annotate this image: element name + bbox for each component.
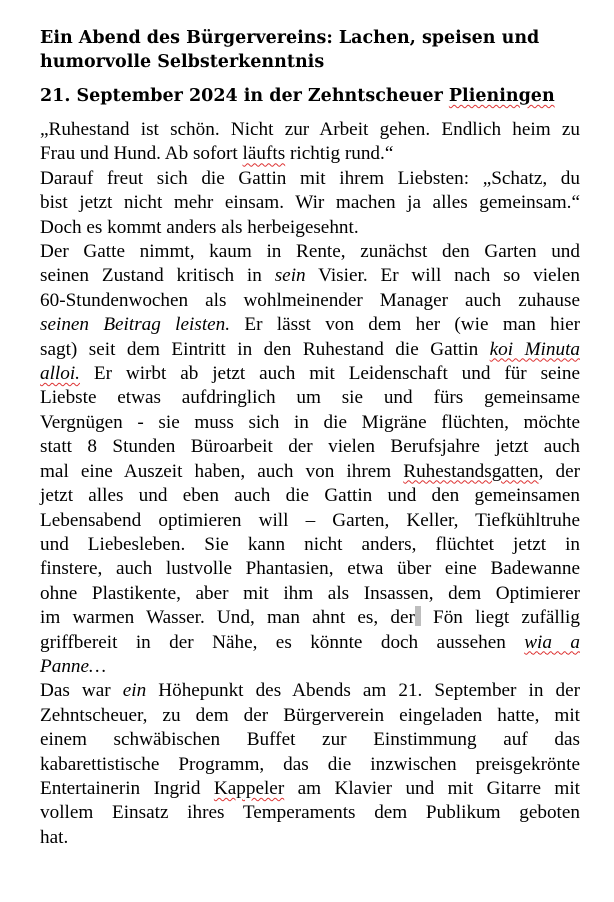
body-line: 60-Stundenwochen als wohlmeinender Manager auch zuhause (40, 289, 580, 311)
body-line: alloi. Er wirbt ab jetzt auch mit Leidenschaft und für seine (40, 363, 580, 385)
body-line: sagt) seit dem Eintritt in den Ruhestand die Gattin koi Minuta (40, 338, 580, 360)
body-line: Liebste etwas aufdringlich um sie und fürs gemeinsame (40, 387, 580, 409)
italic-word: sein (274, 265, 306, 287)
title-line-2: humorvolle Selbsterkenntnis (40, 52, 325, 72)
body-line: finstere, auch lustvolle Phantasien, etwa über eine Badewanne (40, 558, 580, 580)
body-line: seinen Zustand kritisch in sein Visier. Er will nach so vielen (40, 265, 580, 287)
body-line: im warmen Wasser. Und, man ahnt es, der Fön liegt zufällig (40, 607, 580, 629)
body-line: einem schwäbischen Buffet zur Einstimmung auf das (40, 729, 580, 751)
title-line-1: Ein Abend des Bürgervereins: Lachen, speisen und (40, 28, 540, 48)
body-line: jetzt alles und eben auch die Gattin und den gemeinsamen (40, 485, 580, 507)
body-line: Der Gatte nimmt, kaum in Rente, zunächst den Garten und (40, 241, 580, 263)
article-body (40, 118, 580, 850)
body-line: Zehntscheuer, zu dem der Bürgerverein eingeladen hatte, mit (40, 704, 580, 726)
italic-phrase: seinen Beitrag leisten. (40, 314, 231, 336)
body-line: Doch es kommt anders als herbeigesehnt. (40, 216, 359, 238)
body-line: ohne Plastikente, aber mit ihm als Insassen, dem Optimierer (40, 582, 580, 604)
body-line: griffbereit in der Nähe, es könnte doch aussehen wia a (40, 631, 580, 653)
dialect-phrase: koi Minuta (489, 338, 580, 360)
town-name-spellcheck: Plieningen (448, 86, 555, 106)
body-line: mal eine Auszeit haben, auch von ihrem Ruhestandsgatten, der (40, 460, 581, 482)
italic-word: ein (122, 680, 147, 702)
spellcheck-word: Ruhestandsgatten (403, 460, 539, 482)
body-line: Frau und Hund. Ab sofort läufts richtig rund.“ (40, 143, 394, 165)
date-place-text: 21. September 2024 in der Zehntscheuer (40, 86, 449, 106)
body-line: Vergnügen - sie muss sich in die Migräne flüchten, möchte (40, 411, 580, 433)
body-line: Darauf freut sich die Gattin mit ihrem Liebsten: „Schatz, du (40, 167, 580, 189)
body-line: Lebensabend optimieren will – Garten, Keller, Tiefkühltruhe (40, 509, 580, 531)
body-line: und Liebesleben. Sie kann nicht anders, flüchtet jetzt in (40, 533, 580, 555)
italic-word: Panne… (40, 655, 107, 677)
body-line: statt 8 Stunden Büroarbeit der vielen Berufsjahre jetzt auch (40, 436, 580, 458)
body-line: seinen Beitrag leisten. Er lässt von dem her (wie man hier (40, 314, 580, 336)
spellcheck-word: Kappeler (213, 777, 285, 799)
body-line: vollem Einsatz ihres Temperaments dem Publikum geboten (40, 802, 580, 824)
article-title (40, 26, 580, 74)
dialect-word: alloi. (40, 363, 80, 385)
body-line: Entertainerin Ingrid Kappeler am Klavier und mit Gitarre mit (40, 777, 580, 799)
body-line: Das war ein Höhepunkt des Abends am 21. September in der (40, 680, 580, 702)
dialect-phrase: wia a (524, 631, 580, 653)
article-subtitle-date-place (40, 84, 580, 108)
body-line: „Ruhestand ist schön. Nicht zur Arbeit gehen. Endlich heim zu (40, 119, 580, 140)
body-line: bist jetzt nicht mehr einsam. Wir machen ja alles gemeinsam.“ (40, 192, 580, 214)
body-line (40, 655, 580, 679)
spellcheck-word: läufts (242, 143, 286, 165)
body-line: kabarettistische Programm, das die inzwischen preisgekrönte (40, 753, 580, 775)
body-line: hat. (40, 826, 69, 848)
